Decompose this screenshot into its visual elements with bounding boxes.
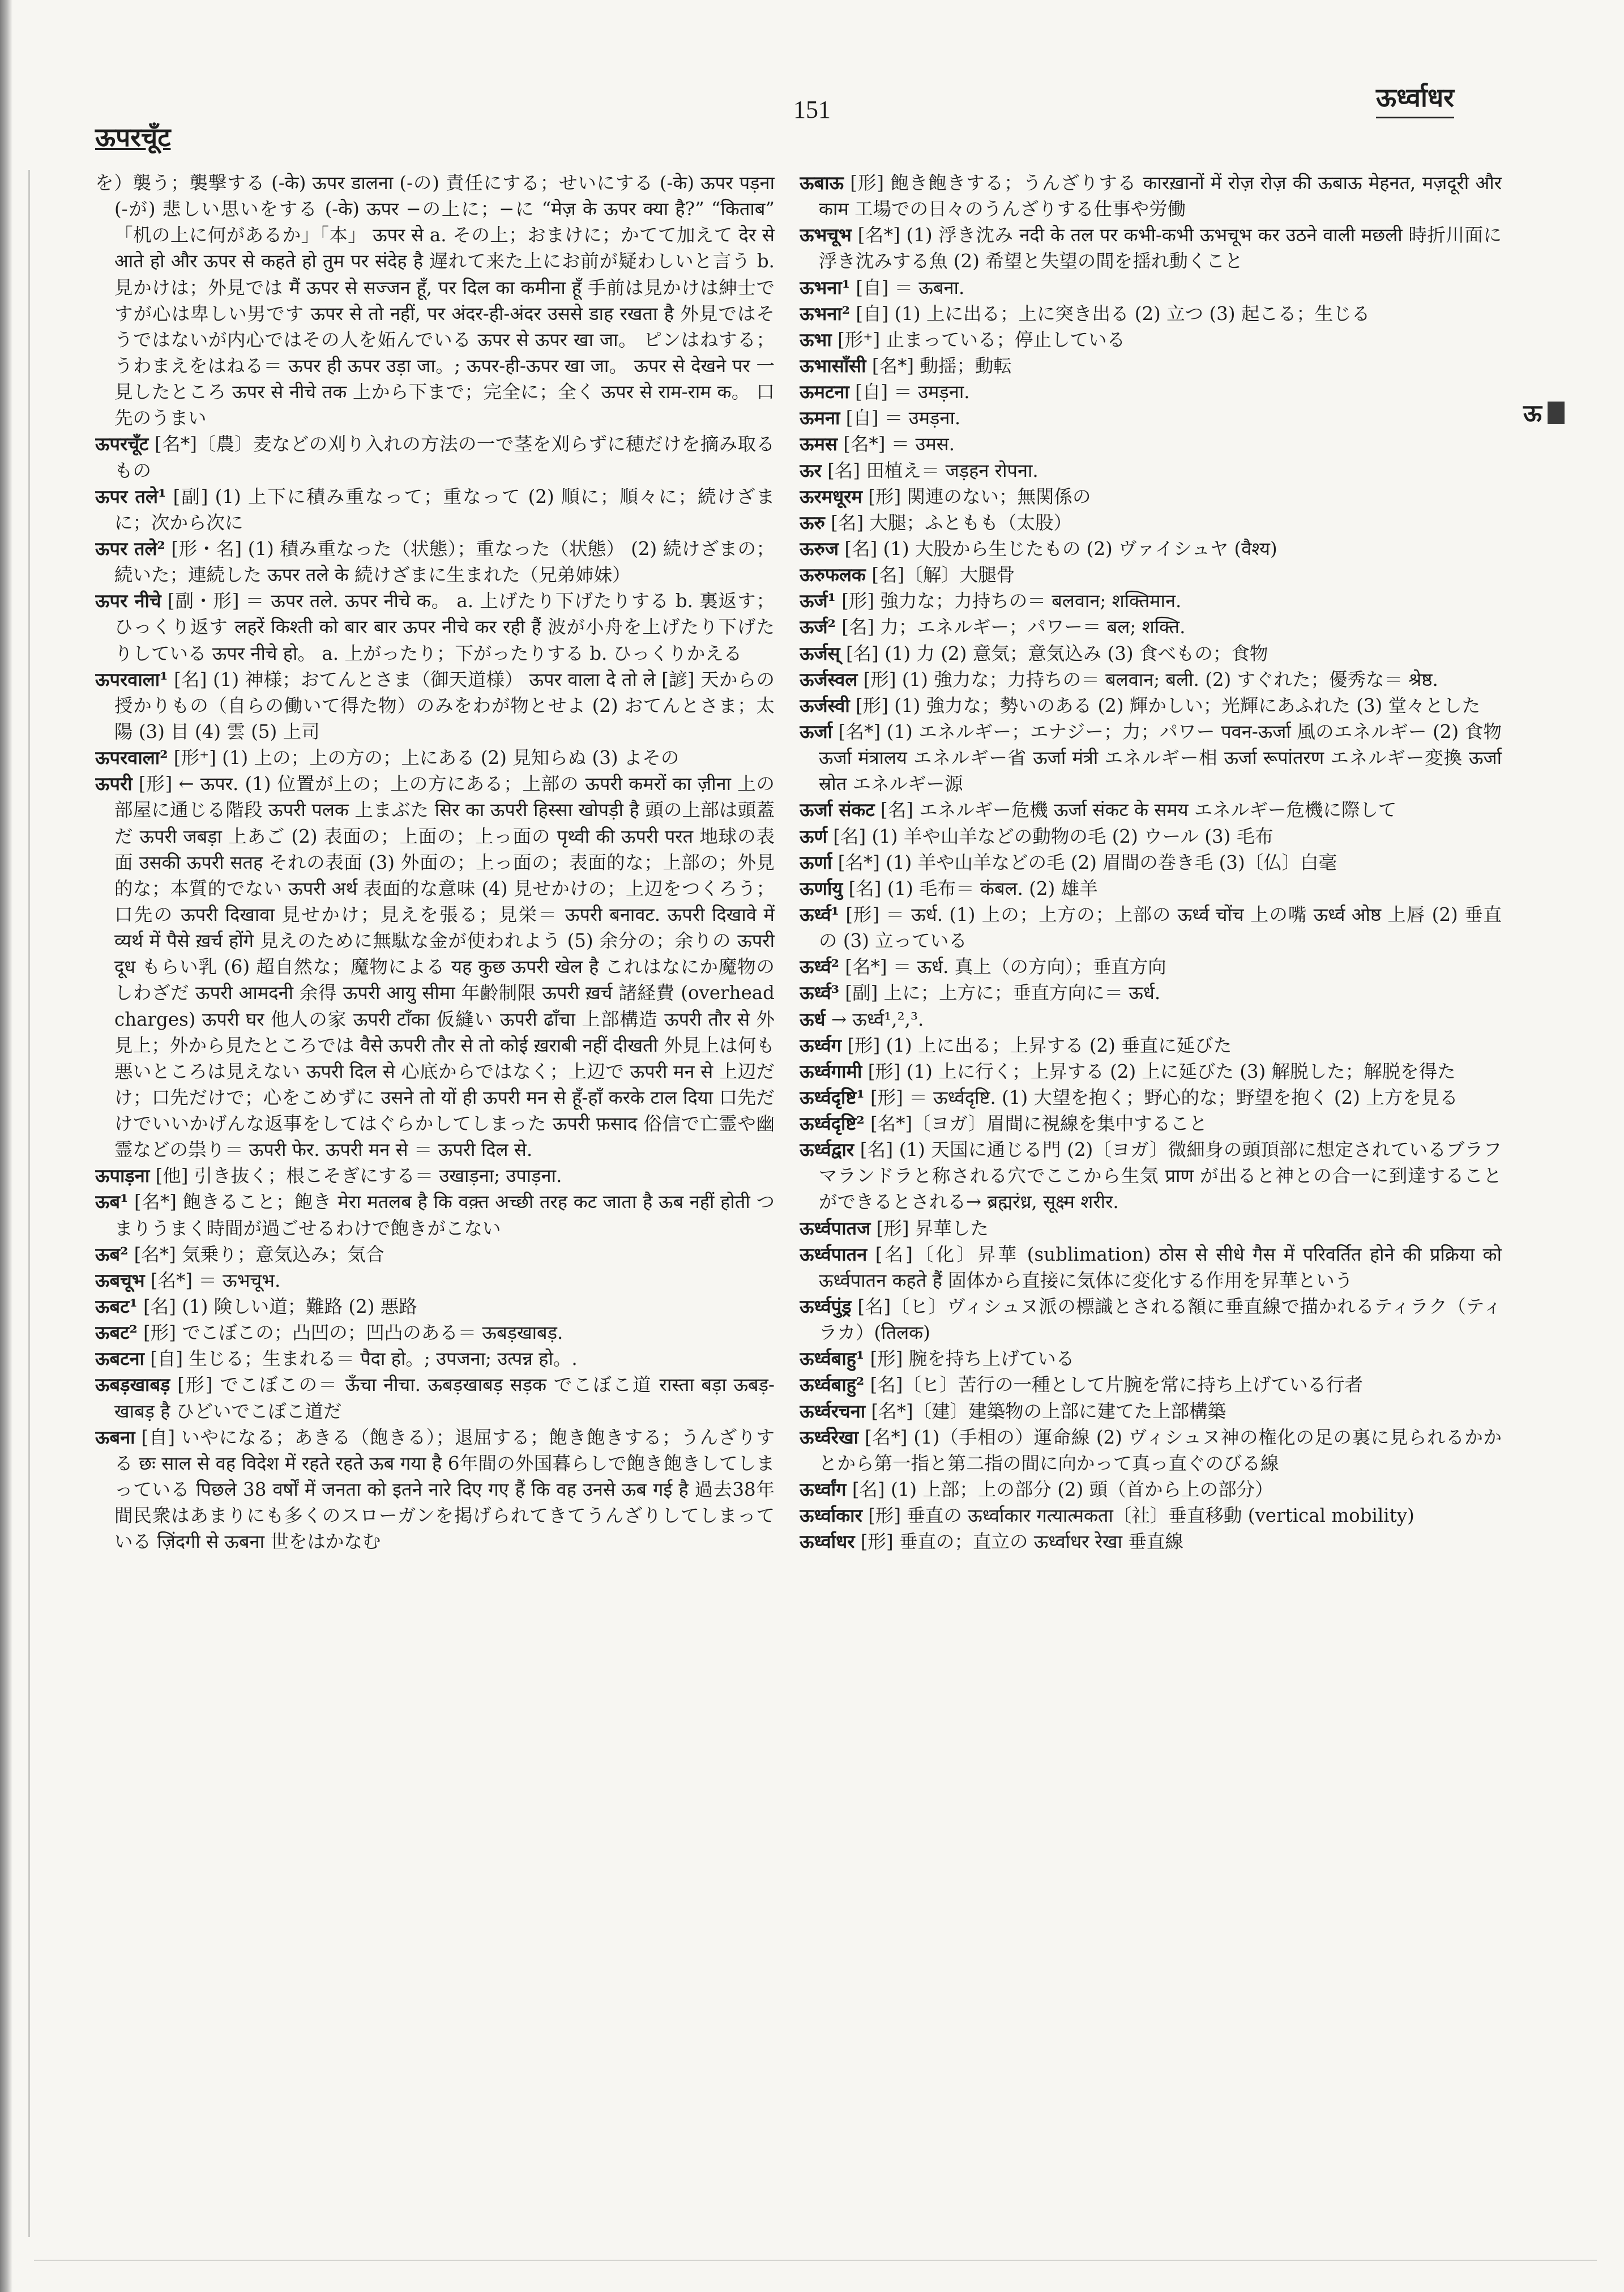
dictionary-entry <box>95 170 775 431</box>
dictionary-entry <box>800 222 1502 274</box>
entry-headword: ऊर्ध्वबाहु² <box>800 1373 865 1396</box>
entry-headword: ऊब² <box>95 1243 129 1265</box>
entry-definition: [自] ＝ उमड़ना. <box>845 407 961 429</box>
dictionary-entry <box>800 1398 1502 1424</box>
entry-definition: [形] 垂直の；直立の ऊर्ध्वाधर रेखा 垂直線 <box>860 1531 1183 1553</box>
entry-definition: [副・形] ＝ ऊपर तले. ऊपर नीचे क。 a. 上げたり下げたりする b. 裏返す；ひっくり返す लहरें किश्ती को बार बार ऊपर नीचे कर रही हैं 波が小舟を上げたり下げたりしている ऊपर नीचे हो。 a. 上がったり；下がったりする b. ひっくりかえる <box>114 590 775 664</box>
dictionary-entry <box>95 1163 775 1189</box>
entry-definition: [名] エネルギー危機 ऊर्जा संकट के समय エネルギー危機に際して <box>881 799 1397 821</box>
guide-word-left: ऊपरचूँट <box>95 122 171 152</box>
entry-definition: [形] (1) 強力な；力持ちの＝ बलवान; बली. (2) すぐれた；優秀な＝ श्रेष्ठ. <box>863 668 1438 690</box>
dictionary-entry <box>800 954 1502 980</box>
entry-headword: ऊर्ध्वाकार <box>800 1504 862 1527</box>
dictionary-entry <box>800 405 1502 431</box>
entry-definition: [名]〔ヒ〕苦行の一種として片腕を常に持ち上げている行者 <box>870 1374 1363 1396</box>
dictionary-entry <box>800 458 1502 484</box>
dictionary-entry <box>800 484 1502 510</box>
entry-headword: ऊर्ण <box>800 825 828 847</box>
dictionary-entry <box>800 850 1502 876</box>
entry-headword: ऊबाऊ <box>800 172 844 194</box>
dictionary-entry <box>800 353 1502 379</box>
entry-headword: ऊरुफलक <box>800 564 866 586</box>
entry-headword: ऊरमधूरम <box>800 485 862 507</box>
dictionary-entry <box>95 1372 775 1424</box>
dictionary-entry <box>95 1294 775 1320</box>
entry-definition: [自] いやになる；あきる（飽きる）；退屈する；飽き飽きする；うんざりする छः साल से वह विदेश में रहते रहते ऊब गया है 6年間の外国暮らしで飽き飽きしてしまっている पिछले 38 वर्षों में जनता को इतने नारे दिए गए हैं कि वह उनसे ऊब गई है 過去38年間民衆はあまりにも多くのスローガンを掲げられてきてうんざりしてしまっている ज़िंदगी से ऊबना 世をはかなむ <box>114 1426 775 1553</box>
entry-definition: [自] ＝ उमड़ना. <box>855 381 970 403</box>
entry-headword: ऊभा <box>800 328 832 351</box>
dictionary-entry <box>800 510 1502 536</box>
dictionary-entry <box>95 745 775 771</box>
entry-definition: [名*]〔農〕麦などの刈り入れの方法の一で茎を刈らずに穂だけを摘み取るもの <box>114 433 775 481</box>
entry-definition: [形] ← ऊपर. (1) 位置が上の；上の方にある；上部の ऊपरी कमरों का ज़ीना 上の部屋に通じる階段 ऊपरी पलक 上まぶた सिर का ऊपरी हिस्सा खोपड़ी है 頭の上部は頭蓋だ ऊपरी जबड़ा 上あご (2) 表面の；上面の；上っ面の पृथ्वी की ऊपरी परत 地球の表面 उसकी ऊपरी सतह それの表面 (3) 外面の；上っ面の；表面的な；上部の；外見的な；本質的でない ऊपरी अर्थ 表面的な意味 (4) 見せかけの；上辺をつくろう；口先の ऊपरी दिखावा 見せかけ；見えを張る；見栄＝ ऊपरी बनावट. ऊपरी दिखावे में व्यर्थ में पैसे ख़र्च होंगे 見えのために無駄な金が使われよう (5) 余分の；余りの ऊपरी दूध もらい乳 (6) 超自然な；魔物による यह कुछ ऊपरी खेल है これはなにか魔物のしわざだ ऊपरी आमदनी 余得 ऊपरी आयु सीमा 年齢制限 ऊपरी ख़र्च 諸経費 (overhead charges) ऊपरी घर 他人の家 ऊपरी टाँका 仮縫い ऊपरी ढाँचा 上部構造 ऊपरी तौर से 外見上；外から見たところでは वैसे ऊपरी तौर से तो कोई ख़राबी नहीं दीखती 外見上は何も悪いところは見えない ऊपरी दिल से 心底からではなく；上辺で ऊपरी मन से 上辺だけ；口先だけで；心をこめずに उसने तो यों ही ऊपरी मन से हूँ-हाँ करके टाल दिया 口先だけでいいかげんな返事をしてはぐらかしてしまった ऊपरी फ़साद 俗信で亡霊や幽霊などの祟り＝ ऊपरी फेर. ऊपरी मन से ＝ ऊपरी दिल से. <box>114 773 775 1161</box>
entry-headword: ऊबटना <box>95 1347 144 1370</box>
entry-headword: ऊर्ध्वांग <box>800 1478 847 1501</box>
entry-headword: ऊर्ध्वपुंड्र <box>800 1295 852 1318</box>
dictionary-entry <box>800 1241 1502 1294</box>
entry-definition: [名] (1) 毛布＝ कंबल. (2) 雄羊 <box>848 877 1098 899</box>
entry-headword: ऊमना <box>800 407 840 429</box>
entry-headword: ऊर्ध्वगामी <box>800 1060 862 1082</box>
entry-definition: [形] 昇華した <box>876 1217 989 1239</box>
entry-headword: ऊर्जा <box>800 720 833 742</box>
entry-definition: [名*]〔ヨガ〕眉間に視線を集中すること <box>870 1113 1208 1135</box>
dictionary-entry <box>800 693 1502 719</box>
entry-headword: ऊपर तले² <box>95 537 165 560</box>
entry-headword: ऊबचूभ <box>95 1269 145 1291</box>
entry-definition: [自] ＝ ऊबना. <box>856 276 965 298</box>
dictionary-entry <box>800 1529 1502 1555</box>
entry-headword: ऊर्ध्वपातन <box>800 1243 867 1265</box>
entry-definition: [形] ＝ ऊर्ध. (1) 上の；上方の；上部の ऊर्ध्व चोंच 上の嘴 ऊर्ध्व ओष्ठ 上唇 (2) 垂直の (3) 立っている <box>819 903 1502 952</box>
entry-headword: ऊर्ध्वग <box>800 1034 842 1056</box>
page-number: 151 <box>793 96 831 123</box>
dictionary-entry <box>800 588 1502 614</box>
entry-headword: ऊर्णायु <box>800 877 843 899</box>
entry-definition: [形] 関連のない；無関係の <box>868 485 1091 507</box>
entry-headword: ऊर्णा <box>800 851 832 873</box>
bottom-edge <box>34 2260 1597 2261</box>
entry-headword: ऊर्ध्वपातज <box>800 1217 871 1239</box>
left-column <box>95 170 775 2237</box>
entry-definition: [形] ＝ ऊर्ध्वदृष्टि. (1) 大望を抱く；野心的な；野望を抱く (2) 上方を見る <box>870 1086 1458 1108</box>
entry-headword: ऊबना <box>95 1425 135 1448</box>
entry-definition: [形] 強力な；力持ちの＝ बलवान; शक्तिमान. <box>841 590 1182 612</box>
entry-definition: [名*] (1)（手相の）運命線 (2) ヴィシュヌ神の権化の足の裏に見られるかかとから第一指と第二指の間に向かって真っ直ぐのびる線 <box>819 1426 1502 1474</box>
entry-definition: [形] (1) 上に行く；上昇する (2) 上に延びた (3) 解脱した；解脱を得た <box>867 1060 1456 1082</box>
entry-definition: [名*] ＝ उमस. <box>843 433 955 455</box>
entry-headword: ऊब¹ <box>95 1190 129 1213</box>
entry-definition: を）襲う；襲撃する (-के) ऊपर डालना (-の) 責任にする；せいにする (-के) ऊपर पड़ना (-が) 悲しい思いをする (-के) ऊपर −の上に；−に “मेज़ के ऊपर क्या है?” “किताब” 「机の上に何があるか」「本」 ऊपर से a. その上；おまけに；かてて加えて देर से आते हो और ऊपर से कहते हो तुम पर संदेह है 遅れて来た上にお前が疑わしいと言う b. 見かけは；外見では मैं ऊपर से सज्जन हूँ, पर दिल का कमीना हूँ 手前は見かけは紳士ですが心は卑しい男です ऊपर से तो नहीं, पर अंदर-ही-अंदर उससे डाह रखता है 外見ではそうではないが内心ではその人を妬んでいる ऊपर से ऊपर खा जा。 ピンはねする；うわまえをはねる＝ ऊपर ही ऊपर उड़ा जा。; ऊपर-ही-ऊपर खा जा。 ऊपर से देखने पर 一見したところ ऊपर से नीचे तक 上から下まで；完全に；全く ऊपर से राम-राम क。 口先のうまい <box>95 172 775 429</box>
entry-definition: [自] 生じる；生まれる＝ पैदा हो。; उपजना; उत्पन्न हो。. <box>150 1348 578 1370</box>
dictionary-entry <box>95 771 775 1163</box>
dictionary-entry <box>800 1372 1502 1398</box>
dictionary-entry <box>800 562 1502 588</box>
dictionary-entry <box>800 1294 1502 1346</box>
entry-definition: [名] (1) 羊や山羊などの動物の毛 (2) ウール (3) 毛布 <box>833 825 1273 847</box>
entry-headword: ऊर्जस् <box>800 642 840 664</box>
dictionary-entry <box>800 1032 1502 1058</box>
thumb-index-letter: ऊ <box>1523 399 1542 427</box>
entry-headword: ऊबट¹ <box>95 1295 138 1318</box>
scan-edge-line <box>28 170 30 2237</box>
entry-headword: ऊमटना <box>800 381 849 403</box>
entry-definition: [自] (1) 上に出る；上に突き出る (2) 立つ (3) 起こる；生じる <box>856 302 1370 325</box>
entry-definition: [副] 上に；上方に；垂直方向に＝ ऊर्ध. <box>845 982 1161 1004</box>
dictionary-entry <box>800 797 1502 823</box>
entry-definition: [形] でこぼこの＝ ऊँचा नीचा. ऊबड़खाबड़ सड़क でこぼこ道 रास्ता बड़ा ऊबड़-खाबड़ है ひどいでこぼこ道だ <box>114 1374 775 1422</box>
entry-definition: [名*] 動揺；動転 <box>871 355 1012 377</box>
dictionary-entry <box>95 667 775 745</box>
entry-definition: [名] (1) 力 (2) 意気；意気込み (3) 食べもの；食物 <box>845 642 1268 664</box>
entry-definition: [形⁺] (1) 上の；上の方の；上にある (2) 見知らぬ (3) よその <box>173 747 679 769</box>
right-column <box>800 170 1502 2237</box>
entry-headword: ऊर्ध्वाधर <box>800 1530 855 1553</box>
entry-definition: [副] (1) 上下に積み重なって；重なって (2) 順に；順々に；続けざまに；次から次に <box>114 485 775 533</box>
dictionary-entry <box>95 431 775 483</box>
entry-headword: ऊपरवाला¹ <box>95 668 168 690</box>
dictionary-entry <box>800 1346 1502 1372</box>
entry-definition: [名*] 気乗り；意気込み；気合 <box>134 1243 384 1265</box>
dictionary-entry <box>800 170 1502 222</box>
entry-definition: [形] 腕を持ち上げている <box>870 1348 1075 1370</box>
dictionary-entry <box>95 536 775 588</box>
entry-headword: ऊर्ध्वदृष्टि² <box>800 1112 865 1135</box>
dictionary-entry <box>800 1476 1502 1503</box>
entry-headword: ऊपाड़ना <box>95 1164 150 1187</box>
dictionary-entry <box>800 301 1502 327</box>
entry-definition: [形] 飽き飽きする；うんざりする कारख़ानों में रोज़ रोज़ की ऊबाऊ मेहनत, मज़दूरी और काम 工場での日々のうんざりする仕事や労働 <box>819 172 1502 220</box>
dictionary-entry <box>800 1085 1502 1111</box>
entry-definition: [名] 大腿；ふともも（太股） <box>831 511 1072 533</box>
entry-definition: [名*] (1) 浮き沈み नदी के तल पर कभी-कभी ऊभचूभ कर उठने वाली मछली 時折川面に浮き沈みする魚 (2) 希望と失望の間を揺れ動くこと <box>819 224 1502 272</box>
entry-definition: [名]〔ヒ〕ヴィシュヌ派の標識とされる額に垂直線で描かれるティラク（ティラカ）(तिलक) <box>819 1296 1502 1344</box>
entry-headword: ऊर्ध्वरचना <box>800 1399 866 1422</box>
entry-headword: ऊभचूभ <box>800 224 852 246</box>
entry-definition: [名*]〔建〕建築物の上部に建てた上部構築 <box>871 1400 1226 1422</box>
dictionary-entry <box>800 1006 1502 1032</box>
entry-headword: ऊमस <box>800 433 837 455</box>
entry-definition: [形] (1) 強力な；勢いのある (2) 輝かしい；光輝にあふれた (3) 堂々とした <box>856 694 1481 716</box>
entry-definition: [名*] 飽きること；飽き मेरा मतलब है कि वक़्त अच्छी तरह कट जाता है ऊब नहीं होती つまりうまく時間が過ごせるわけで飽きがこない <box>114 1191 775 1239</box>
entry-headword: ऊपरचूँट <box>95 433 149 455</box>
entry-definition: [形⁺] 止まっている；停止している <box>837 328 1125 351</box>
entry-headword: ऊर्ध्व¹ <box>800 903 840 925</box>
dictionary-entry <box>95 1267 775 1294</box>
entry-headword: ऊर्ध्वबाहु¹ <box>800 1347 865 1370</box>
entry-headword: ऊरुज <box>800 537 839 560</box>
entry-definition: → ऊर्ध्व¹,²,³. <box>831 1008 924 1030</box>
dictionary-entry <box>800 719 1502 797</box>
entry-headword: ऊर्ज¹ <box>800 590 836 612</box>
entry-headword: ऊर्ध्वदृष्टि¹ <box>800 1086 865 1108</box>
entry-headword: ऊर्ध्वरेखा <box>800 1425 859 1448</box>
dictionary-entry <box>800 275 1502 301</box>
dictionary-entry <box>95 588 775 666</box>
entry-definition: [形・名] (1) 積み重なった（状態）；重なった（状態） (2) 続けざまの；続いた；連続した ऊपर तले के 続けざまに生まれた（兄弟姉妹） <box>114 537 775 586</box>
dictionary-entry <box>800 431 1502 457</box>
entry-headword: ऊपरवाला² <box>95 746 168 769</box>
entry-definition: [他] 引き抜く；根こそぎにする＝ उखाड़ना; उपाड़ना. <box>155 1165 562 1187</box>
dictionary-entry <box>800 327 1502 353</box>
dictionary-entry <box>800 614 1502 640</box>
entry-definition: [名]〔解〕大腿骨 <box>871 564 1015 586</box>
dictionary-entry <box>800 1424 1502 1476</box>
entry-definition: [名*] ＝ ऊभचूभ. <box>150 1269 281 1291</box>
dictionary-entry <box>800 876 1502 902</box>
entry-headword: ऊभासाँसी <box>800 354 866 377</box>
entry-definition: [名*] ＝ ऊर्ध. 真上（の方向）；垂直方向 <box>845 956 1166 978</box>
entry-headword: ऊबट² <box>95 1321 138 1344</box>
entry-definition: [名] (1) 大股から生じたもの (2) ヴァイシュヤ (वैश्य) <box>844 537 1277 560</box>
entry-definition: [名]〔化〕昇華 (sublimation) ठोस से सीधे गैस में परिवर्तित होने की प्रक्रिया को ऊर्ध्वपातन कहते हैं 固体から直接に気体に変化する作用を昇華という <box>819 1243 1502 1291</box>
entry-definition: [名] (1) 神様；おてんとさま（御天道様） ऊपर वाला दे तो ले [諺] 天からの授かりもの（自らの働いて得た物）のみをわが物とせよ (2) おてんとさま；太陽 (3) 目 (4) 雲 (5) 上司 <box>114 668 775 742</box>
entry-definition: [名] (1) 険しい道；難路 (2) 悪路 <box>143 1296 417 1318</box>
guide-word-right: ऊर्ध्वाधर <box>1376 79 1454 118</box>
dictionary-entry <box>95 484 775 536</box>
entry-definition: [形] 垂直の ऊर्ध्वाकार गत्यात्मकता〔社〕垂直移動 (vertical mobility) <box>868 1505 1414 1527</box>
entry-headword: ऊर्ज² <box>800 616 836 638</box>
dictionary-entry <box>800 1137 1502 1215</box>
dictionary-entry <box>800 667 1502 693</box>
entry-headword: ऊर <box>800 459 822 481</box>
entry-definition: [名*] (1) エネルギー；エナジー；力；パワー पवन-ऊर्जा 風のエネルギー (2) 食物 ऊर्जा मंत्रालय エネルギー省 ऊर्जा मंत्री エネルギー相 ऊर्जा रूपांतरण エネルギー変換 ऊर्जा स्रोत エネルギー源 <box>819 720 1502 795</box>
dictionary-entry <box>800 823 1502 850</box>
entry-headword: ऊर्ध्व² <box>800 955 840 978</box>
thumb-index-block <box>1548 402 1565 424</box>
entry-headword: ऊर्जस्वी <box>800 694 850 716</box>
entry-definition: [名*] (1) 羊や山羊などの毛 (2) 眉間の巻き毛 (3)〔仏〕白毫 <box>837 851 1337 873</box>
entry-headword: ऊबड़खाबड़ <box>95 1373 170 1396</box>
entry-headword: ऊभना² <box>800 302 851 325</box>
entry-headword: ऊपर तले¹ <box>95 485 166 507</box>
entry-headword: ऊर्ध्व³ <box>800 981 840 1004</box>
entry-definition: [名] 力；エネルギー；パワー＝ बल; शक्ति. <box>841 616 1186 638</box>
dictionary-entry <box>95 1241 775 1267</box>
entry-headword: ऊपरी <box>95 772 133 795</box>
dictionary-entry <box>800 536 1502 562</box>
dictionary-entry <box>800 980 1502 1006</box>
entry-headword: ऊर्ध <box>800 1008 826 1030</box>
entry-headword: ऊर्जा संकट <box>800 799 875 821</box>
entry-headword: ऊरु <box>800 511 825 533</box>
dictionary-entry <box>800 1503 1502 1529</box>
entry-definition: [名] (1) 天国に通じる門 (2)〔ヨガ〕微細身の頭頂部に想定されているブラフマランドラと称される穴でここから生気 प्राण が出ると神との合一に到達することができるとされる→ ब्रह्मरंध्र, सूक्ष्म शरीर. <box>819 1139 1502 1213</box>
dictionary-entry <box>95 1320 775 1346</box>
dictionary-entry <box>800 1058 1502 1085</box>
entry-headword: ऊर्जस्वल <box>800 668 858 690</box>
dictionary-entry <box>800 641 1502 667</box>
dictionary-entry <box>800 379 1502 405</box>
dictionary-entry <box>800 1215 1502 1241</box>
binding-shadow <box>0 0 12 2292</box>
entry-definition: [名] 田植え＝ जड़हन रोपना. <box>827 459 1038 481</box>
entry-definition: [形] でこぼこの；凸凹の；凹凸のある＝ ऊबड़खाबड़. <box>143 1322 563 1344</box>
dictionary-entry <box>95 1189 775 1241</box>
dictionary-entry <box>95 1424 775 1555</box>
entry-definition: [形] (1) 上に出る；上昇する (2) 垂直に延びた <box>847 1034 1232 1056</box>
entry-definition: [名] (1) 上部；上の部分 (2) 頭（首から上の部分） <box>852 1479 1273 1501</box>
entry-headword: ऊर्ध्वद्वार <box>800 1138 854 1161</box>
entry-headword: ऊपर नीचे <box>95 590 161 612</box>
dictionary-entry <box>95 1346 775 1372</box>
dictionary-entry <box>800 1111 1502 1137</box>
entry-headword: ऊभना¹ <box>800 276 851 298</box>
dictionary-entry <box>800 902 1502 954</box>
thumb-index-tab <box>1523 396 1565 429</box>
